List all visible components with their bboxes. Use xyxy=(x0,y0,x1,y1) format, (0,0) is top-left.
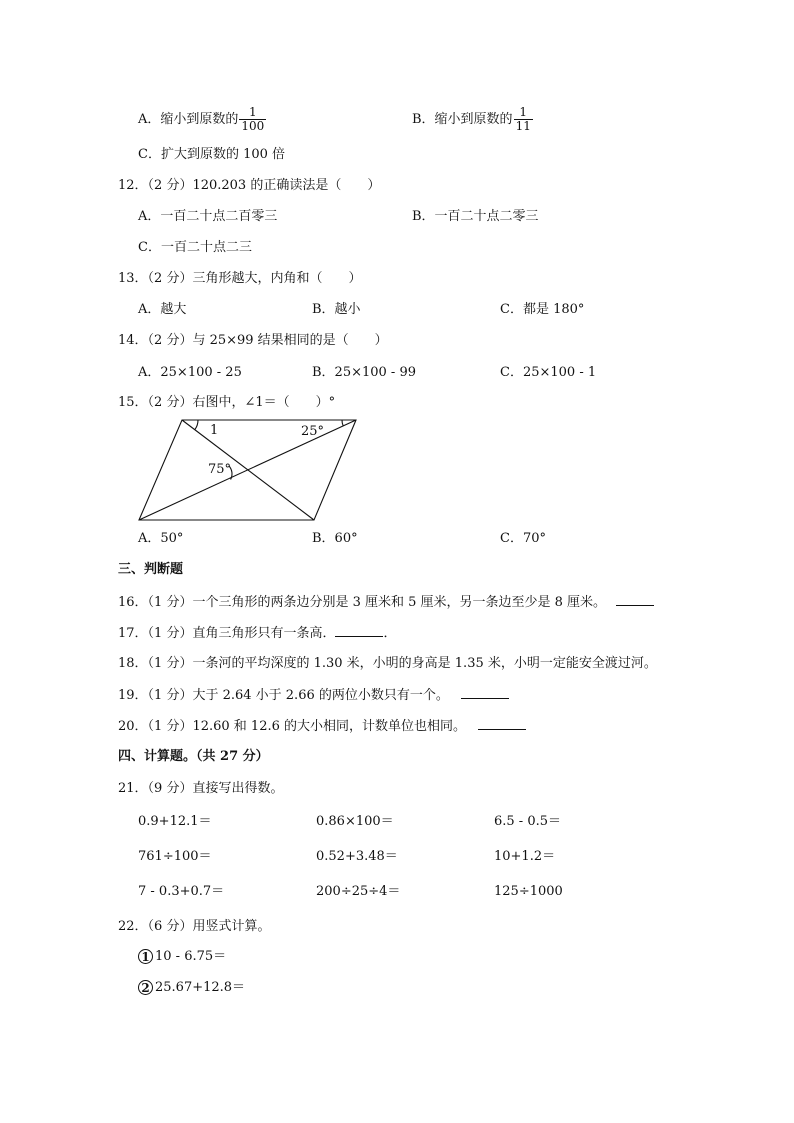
q11-option-b[interactable] xyxy=(412,106,533,133)
q13-option-b[interactable]: B．越小 xyxy=(312,302,361,317)
q16-answer-blank[interactable] xyxy=(616,593,654,606)
q21-item: 0.86×100＝ xyxy=(316,814,394,829)
q21-item: 7 - 0.3+0.7＝ xyxy=(138,884,225,899)
angle1-arc xyxy=(195,420,198,430)
q20-answer-blank[interactable] xyxy=(478,717,526,730)
q17-line xyxy=(118,624,396,643)
q14-option-c[interactable]: C．25×100 - 1 xyxy=(500,365,597,380)
circled-number-2: 2 xyxy=(138,980,153,995)
angle1-label: 1 xyxy=(210,423,219,438)
angle25-label: 25° xyxy=(301,424,325,439)
q21-item: 0.52+3.48＝ xyxy=(316,849,398,864)
q15-stem: 15．（2 分）右图中，∠1＝（ ）° xyxy=(118,395,336,410)
q12-option-a[interactable]: A．一百二十点二百零三 xyxy=(138,209,278,224)
q15-option-b[interactable]: B．60° xyxy=(312,531,358,546)
q19-line xyxy=(118,686,509,705)
q16-text: 16．（1 分）一个三角形的两条边分别是 3 厘米和 5 厘米，另一条边至少是 8 厘米。 xyxy=(118,595,607,610)
q11-option-b-label: B．缩小到原数的 xyxy=(412,112,513,127)
q14-stem: 14．（2 分）与 25×99 结果相同的是（ ） xyxy=(118,333,388,348)
q21-item: 200÷25÷4＝ xyxy=(316,884,401,899)
q14-option-b[interactable]: B．25×100 - 99 xyxy=(312,365,417,380)
fraction-numerator: 1 xyxy=(514,106,533,120)
q11-option-b-fraction xyxy=(514,106,533,133)
q11-option-a[interactable] xyxy=(138,106,266,133)
q22-item-1 xyxy=(138,948,226,966)
q22-stem: 22．（6 分）用竖式计算。 xyxy=(118,919,271,934)
q12-option-c[interactable]: C．一百二十点二三 xyxy=(138,240,252,255)
q19-answer-blank[interactable] xyxy=(461,686,509,699)
q12-stem: 12．（2 分）120.203 的正确读法是（ ） xyxy=(118,178,381,193)
fraction-numerator: 1 xyxy=(239,106,266,120)
section-heading-calculation: 四、计算题。（共 27 分） xyxy=(118,749,269,764)
fraction-denominator: 11 xyxy=(515,119,531,133)
q13-option-a[interactable]: A．越大 xyxy=(138,302,187,317)
q22-item-2-expr: 25.67+12.8＝ xyxy=(155,980,246,995)
q17-answer-blank[interactable] xyxy=(335,624,383,637)
section-heading-judgment: 三、判断题 xyxy=(118,562,184,577)
angle25-arc xyxy=(342,420,343,426)
q20-text: 20．（1 分）12.60 和 12.6 的大小相同，计数单位也相同。 xyxy=(118,719,467,734)
q15-option-c[interactable]: C．70° xyxy=(500,531,546,546)
q21-item: 125÷1000 xyxy=(494,884,563,899)
q15-parallelogram-figure xyxy=(130,412,370,528)
q14-option-a[interactable]: A．25×100 - 25 xyxy=(138,365,242,380)
angle75-label: 75° xyxy=(208,462,232,477)
q20-line xyxy=(118,717,526,736)
q22-item-2 xyxy=(138,979,245,997)
q13-stem: 13．（2 分）三角形越大，内角和（ ） xyxy=(118,271,362,286)
q19-text: 19．（1 分）大于 2.64 小于 2.66 的两位小数只有一个。 xyxy=(118,688,449,703)
q12-option-b[interactable]: B．一百二十点二零三 xyxy=(412,209,539,224)
q21-stem: 21．（9 分）直接写出得数。 xyxy=(118,781,284,796)
q11-option-a-fraction xyxy=(239,106,266,133)
q22-item-1-expr: 10 - 6.75＝ xyxy=(155,949,227,964)
q17-text: 17．（1 分）直角三角形只有一条高． xyxy=(118,626,336,641)
q21-item: 761÷100＝ xyxy=(138,849,212,864)
q11-option-c[interactable]: C．扩大到原数的 100 倍 xyxy=(138,147,286,162)
fraction-denominator: 100 xyxy=(241,119,265,133)
q21-item: 6.5 - 0.5＝ xyxy=(494,814,562,829)
q13-option-c[interactable]: C．都是 180° xyxy=(500,302,585,317)
q16-line xyxy=(118,593,654,612)
q21-item: 0.9+12.1＝ xyxy=(138,814,212,829)
q11-option-a-label: A．缩小到原数的 xyxy=(138,112,239,127)
q21-item: 10+1.2＝ xyxy=(494,849,556,864)
q18-text: 18．（1 分）一条河的平均深度的 1.30 米，小明的身高是 1.35 米，小明一定能安全渡过河。 xyxy=(118,656,657,671)
circled-number-1: 1 xyxy=(138,949,153,964)
q17-tail: ． xyxy=(383,626,397,641)
q15-option-a[interactable]: A．50° xyxy=(138,531,184,546)
